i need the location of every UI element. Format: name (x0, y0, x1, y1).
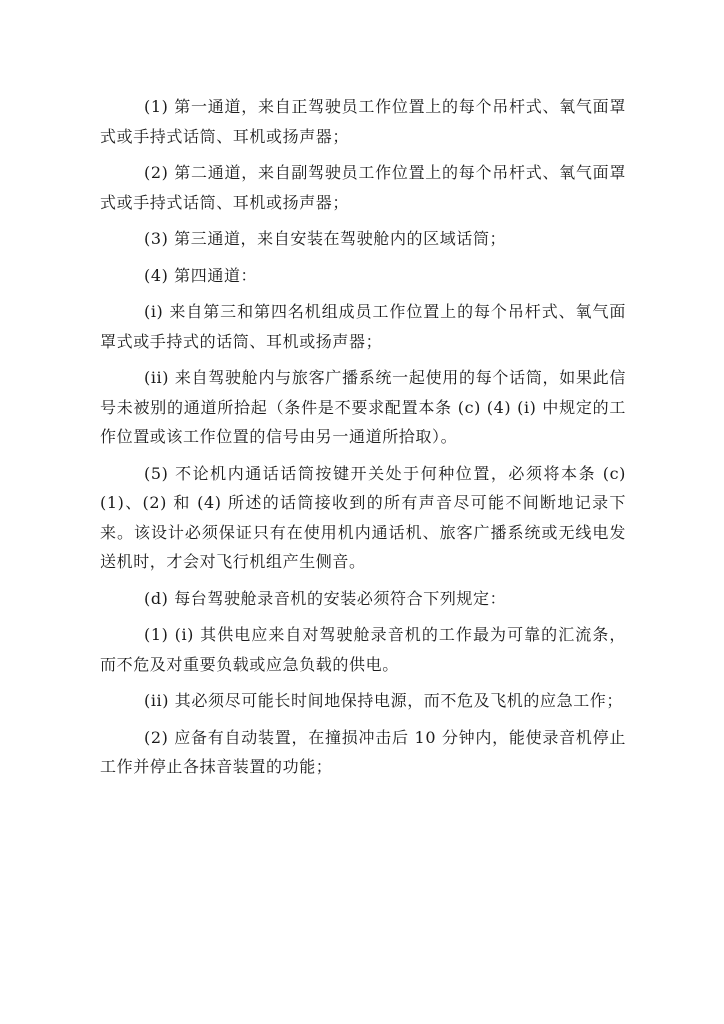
paragraph-c3: (3) 第三通道，来自安装在驾驶舱内的区域话筒； (144, 229, 507, 248)
paragraph-c5: (5) 不论机内通话话筒按键开关处于何种位置，必须将本条 (c) (1)、(2) 和 (4) 所述的话筒接收到的所有声音尽可能不间断地记录下来。该设计必须保证只有在使用机内通话机、旅客广播系统或无线电发送机时，才会对飞行机组产生侧音。 (100, 463, 626, 571)
paragraph-c4-ii: (ii) 来自驾驶舱内与旅客广播系统一起使用的每个话筒，如果此信号未被别的通道所拾起（条件是不要求配置本条 (c) (4) (i) 中规定的工作位置或该工作位置的信号由另一通道所拾取）。 (100, 368, 626, 446)
paragraph-c4: (4) 第四通道： (144, 265, 258, 285)
document-body (100, 92, 626, 789)
paragraph-d1-i: (1) (i) 其供电应来自对驾驶舱录音机的工作最为可靠的汇流条，而不危及对重要负载或应急负载的供电。 (100, 625, 626, 674)
paragraph-d2: (2) 应备有自动装置，在撞损冲击后 10 分钟内，能使录音机停止工作并停止各抹音装置的功能； (100, 727, 626, 776)
paragraph-c1: (1) 第一通道，来自正驾驶员工作位置上的每个吊杆式、氧气面罩式或手持式话筒、耳机或扬声器； (100, 97, 626, 146)
paragraph-d1-ii: (ii) 其必须尽可能长时间地保持电源，而不危及飞机的应急工作； (144, 691, 624, 710)
paragraph-d: (d) 每台驾驶舱录音机的安装必须符合下列规定： (144, 588, 507, 608)
paragraph-c4-i: (i) 来自第三和第四名机组成员工作位置上的每个吊杆式、氧气面罩式或手持式的话筒、耳机或扬声器； (100, 302, 626, 351)
paragraph-c2: (2) 第二通道，来自副驾驶员工作位置上的每个吊杆式、氧气面罩式或手持式话筒、耳机或扬声器； (100, 163, 626, 212)
